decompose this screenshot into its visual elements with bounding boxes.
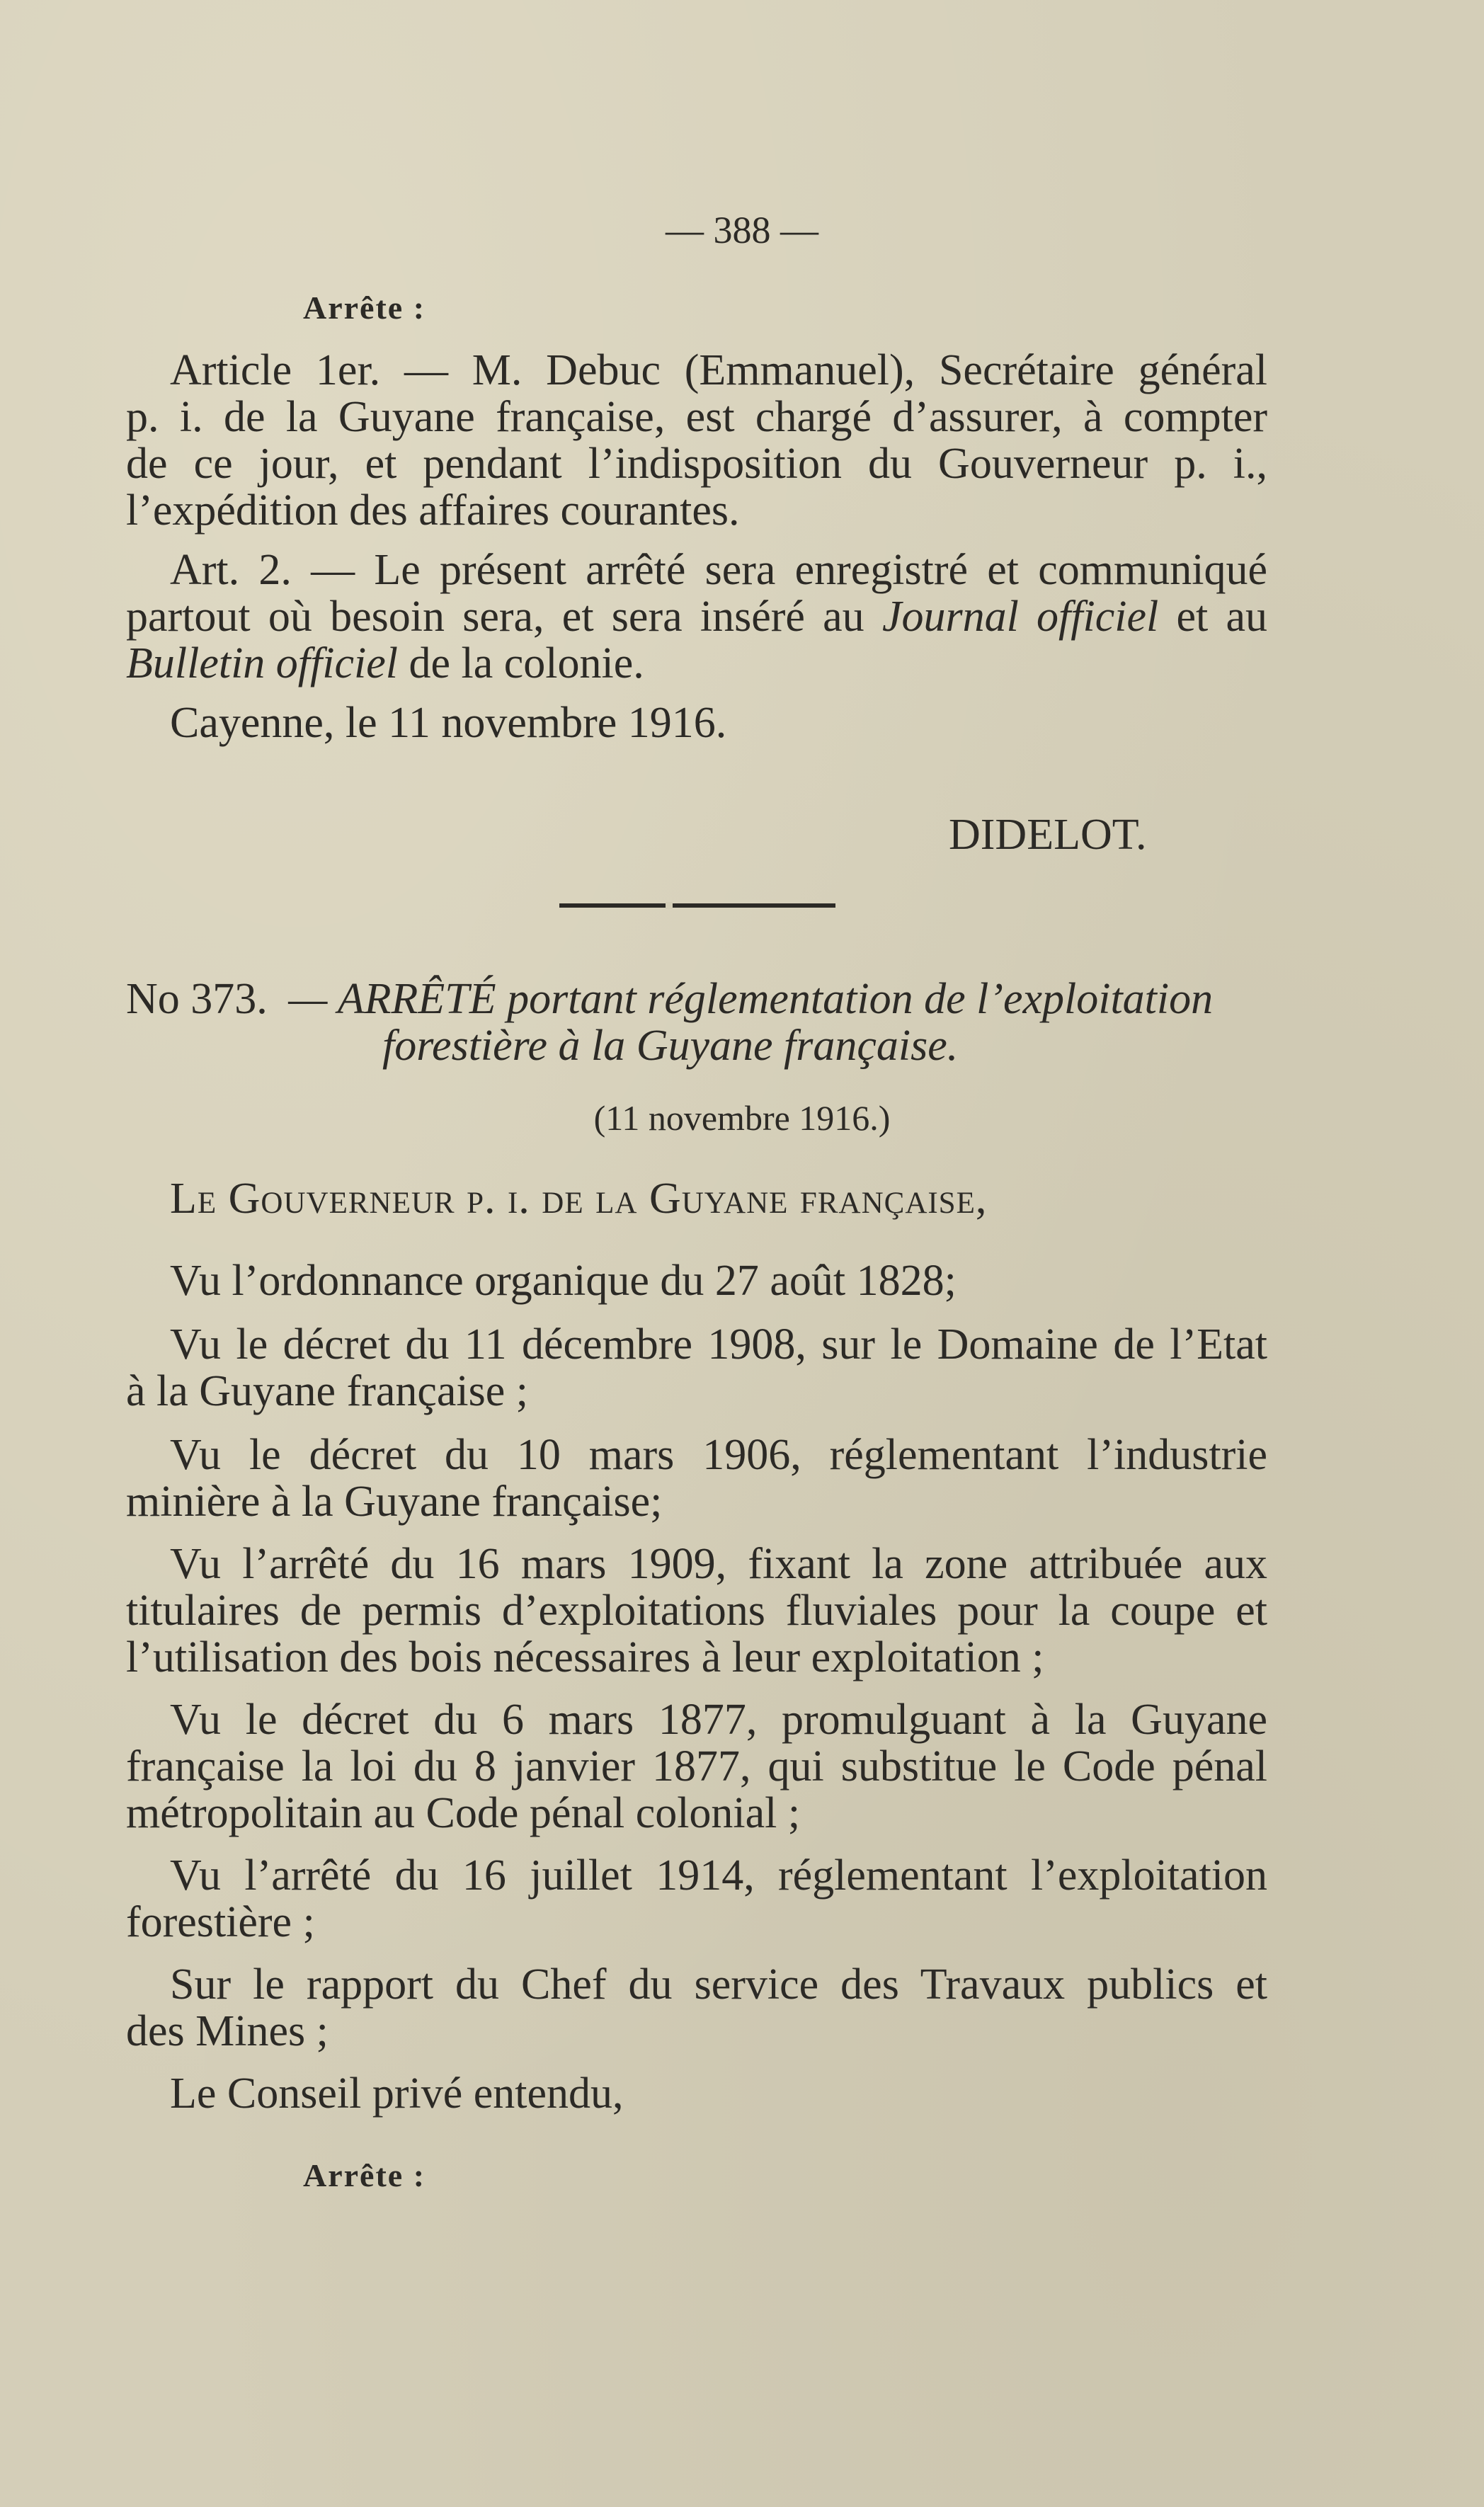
article1-line4: l’expédition des affaires courantes.: [126, 486, 740, 535]
consideration-5-line2: française la loi du 8 janvier 1877, qui substitue le Code pénal: [126, 1742, 1267, 1791]
consideration-3-line2: minière à la Guyane française;: [126, 1478, 663, 1526]
signature: DIDELOT.: [949, 811, 1147, 859]
article1-line3: de ce jour, et pendant l’indisposition du Gouverneur p. i.,: [126, 440, 1267, 488]
consideration-7-line2: des Mines ;: [126, 2007, 329, 2055]
governor-line: Le Gouverneur p. i. de la Guyane française,: [170, 1175, 988, 1223]
consideration-2-line2: à la Guyane française ;: [126, 1367, 529, 1415]
decree-number: No 373.: [126, 975, 268, 1023]
consideration-6-line1: Vu l’arrêté du 16 juillet 1914, réglementant l’exploitation: [170, 1851, 1267, 1900]
consideration-5-line3: métropolitain au Code pénal colonial ;: [126, 1789, 801, 1837]
consideration-2-line1: Vu le décret du 11 décembre 1908, sur le Domaine de l’Etat: [170, 1320, 1267, 1369]
consideration-7-line1: Sur le rapport du Chef du service des Travaux publics et: [170, 1960, 1267, 2009]
section-heading-arrete: Arrête :: [303, 290, 426, 326]
consideration-4-line3: l’utilisation des bois nécessaires à leur exploitation ;: [126, 1633, 1044, 1681]
decree-title-line2: forestière à la Guyane française.: [382, 1022, 959, 1070]
section-separator: [559, 903, 835, 908]
consideration-5-line1: Vu le décret du 6 mars 1877, promulguant à la Guyane: [170, 1696, 1267, 1744]
bulletin-officiel-title: Bulletin officiel: [126, 639, 398, 687]
consideration-4-line2: titulaires de permis d’exploitations fluviales pour la coupe et: [126, 1587, 1267, 1635]
article1-line1: Article 1er. — M. Debuc (Emmanuel), Secrétaire général: [170, 346, 1267, 394]
decree-date: (11 novembre 1916.): [593, 1098, 891, 1138]
consideration-3-line1: Vu le décret du 10 mars 1906, réglementant l’industrie: [170, 1431, 1267, 1479]
page-number: — 388 —: [666, 209, 818, 251]
section1-date: Cayenne, le 11 novembre 1916.: [170, 699, 727, 747]
decree-heading-arrete: Arrête :: [303, 2157, 426, 2193]
article2-line2-text-c: et au: [1158, 593, 1267, 641]
decree-title-line1: [126, 976, 1213, 1022]
article2-line3-text-b: de la colonie.: [397, 639, 644, 687]
article2-line1: Art. 2. — Le présent arrêté sera enregistré et communiqué: [170, 546, 1267, 594]
consideration-6-line2: forestière ;: [126, 1898, 315, 1946]
consideration-4-line1: Vu l’arrêté du 16 mars 1909, fixant la zone attribuée aux: [170, 1540, 1267, 1588]
article2-line2: [126, 593, 1267, 640]
article2-line2-text-a: partout où besoin sera, et sera inséré au: [126, 593, 882, 641]
article2-line3: [126, 640, 644, 687]
article1-line2: p. i. de la Guyane française, est chargé d’assurer, à compter: [126, 393, 1267, 441]
decree-title-text: — ARRÊTÉ portant réglementation de l’exploitation: [288, 975, 1214, 1023]
consideration-8-line1: Le Conseil privé entendu,: [170, 2069, 624, 2118]
consideration-1-line1: Vu l’ordonnance organique du 27 août 1828;: [170, 1257, 957, 1305]
journal-officiel-title: Journal officiel: [881, 593, 1159, 641]
